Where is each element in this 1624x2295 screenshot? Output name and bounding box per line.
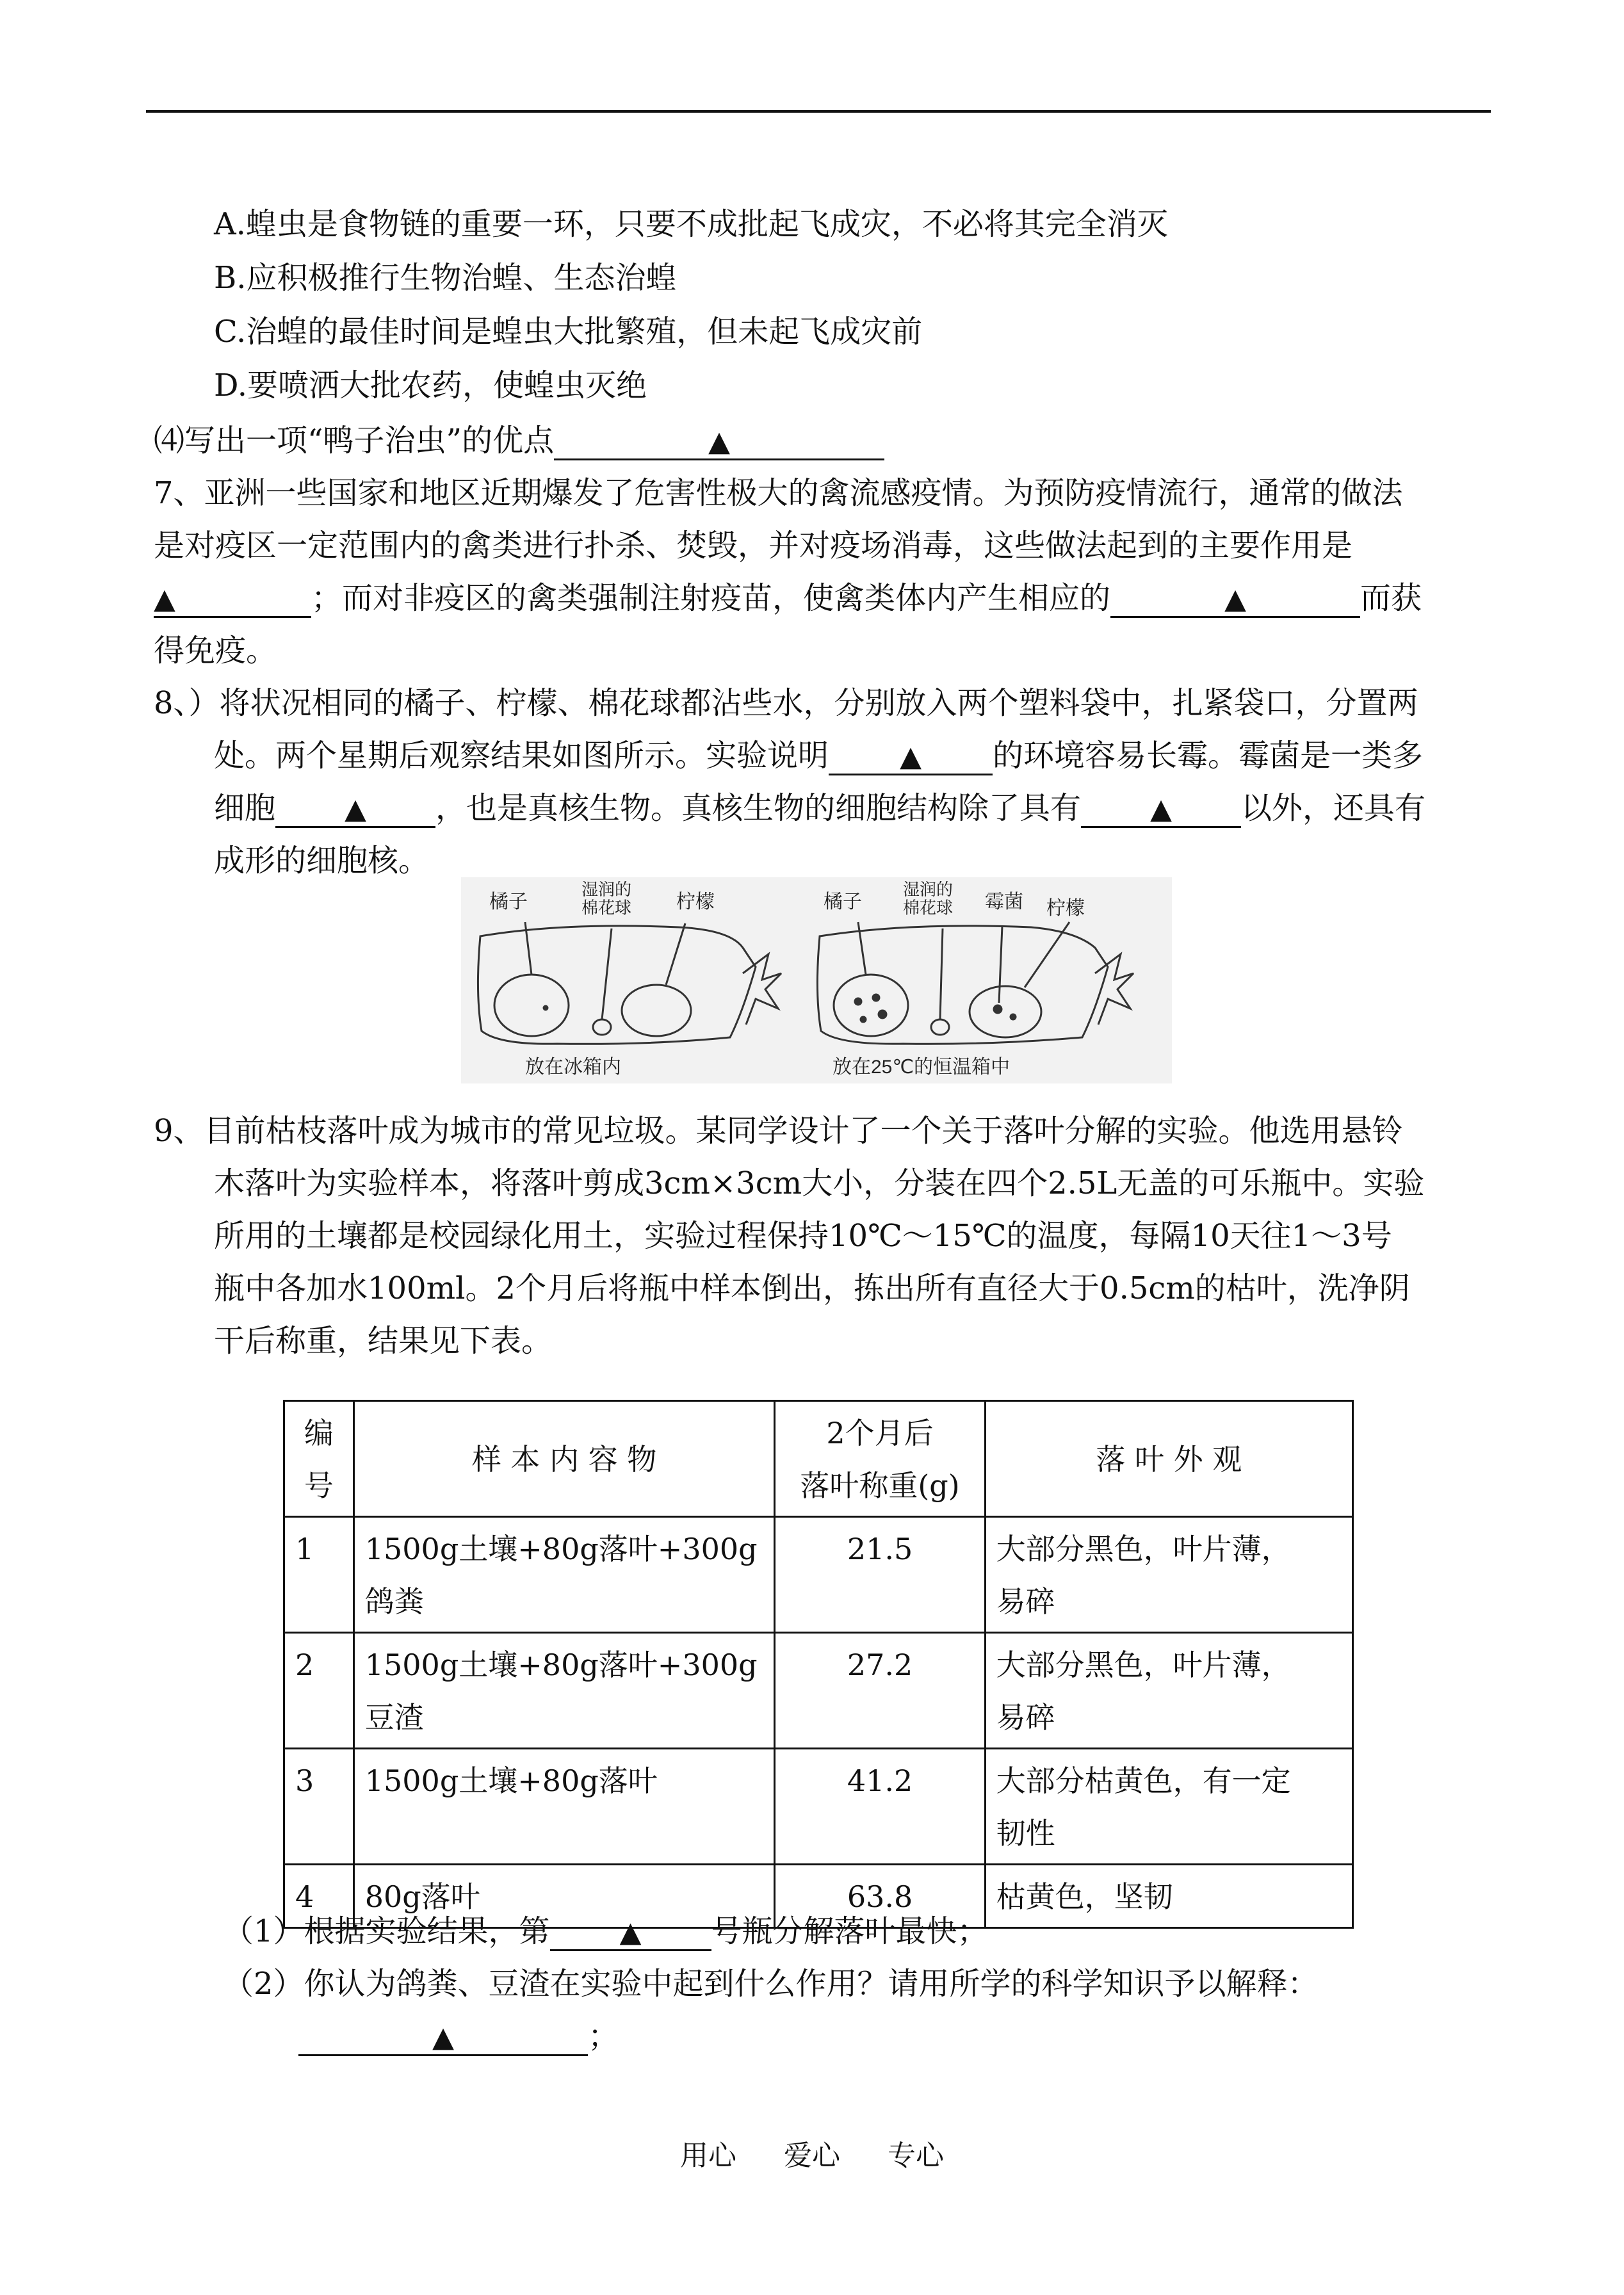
blank-triangle-icon: ▲ [345, 793, 366, 825]
answer-blank[interactable] [154, 580, 311, 618]
answer-blank[interactable] [829, 738, 993, 775]
table-row: 1 1500g土壤+80g落叶+300g 鸽粪 21.5 大部分黑色，叶片薄， 易碎 [284, 1517, 1353, 1633]
question-9-2: （2）你认为鸽粪、豆渣在实验中起到什么作用？请用所学的科学知识予以解释： [223, 1966, 1319, 2002]
question-6-4 [154, 421, 884, 460]
mold-spot [855, 998, 861, 1005]
answer-blank[interactable] [554, 423, 884, 460]
label-cotton-right: 湿润的棉花球 [903, 880, 954, 918]
blank-triangle-icon: ▲ [1150, 793, 1172, 825]
question-9-line-5: 干后称重，结果见下表。 [214, 1323, 553, 1359]
mold-spot [879, 1010, 886, 1018]
caption-right: 放在25℃的恒温箱中 [832, 1057, 1011, 1078]
question-9-line-3: 所用的土壤都是校园绿化用土，实验过程保持10℃～15℃的温度，每隔10天往1～3号 [214, 1218, 1392, 1254]
mold-experiment-figure [461, 877, 1172, 1083]
question-8-line-4: 成形的细胞核。 [214, 843, 430, 879]
header-sample: 样 本 内 容 物 [353, 1401, 775, 1517]
table-row: 4 80g落叶 63.8 枯黄色，坚韧 [284, 1865, 1353, 1928]
question-9-line-2: 木落叶为实验样本，将落叶剪成3cm×3cm大小，分装在四个2.5L无盖的可乐瓶中。实验 [214, 1165, 1425, 1201]
mold-spot [873, 994, 879, 1001]
blank-triangle-icon: ▲ [900, 740, 922, 773]
question-7-line-2: 是对疫区一定范围内的禽类进行扑杀、焚毁，并对疫场消毒，这些做法起到的主要作用是 [154, 528, 1353, 564]
mold-spot [1011, 1014, 1016, 1019]
answer-blank[interactable] [550, 1913, 711, 1951]
header-weight: 2个月后 落叶称重(g) [775, 1401, 985, 1517]
caption-left: 放在冰箱内 [525, 1057, 621, 1078]
header-appearance: 落 叶 外 观 [985, 1401, 1352, 1517]
question-7-line-3: ▲ ；而对非疫区的禽类强制注射疫苗，使禽类体内产生相应的 ▲ 而获 [154, 579, 1422, 618]
answer-blank[interactable] [1081, 790, 1241, 828]
table-header-row [284, 1401, 1353, 1517]
question-8-line-3: 细胞 ▲ ，也是真核生物。真核生物的细胞结构除了具有 ▲ 以外，还具有 [214, 789, 1425, 828]
question-7-line-1: 7、亚洲一些国家和地区近期爆发了危害性极大的禽流感疫情。为预防疫情流行，通常的做法 [154, 475, 1403, 511]
option-c: C.治蝗的最佳时间是蝗虫大批繁殖，但未起飞成灾前 [214, 314, 923, 350]
question-9-1: （1）根据实验结果，第 ▲ 号瓶分解落叶最快； [223, 1912, 988, 1951]
results-table [283, 1400, 1354, 1929]
label-mold-right: 霉菌 [985, 891, 1023, 912]
blank-triangle-icon: ▲ [708, 425, 731, 458]
label-orange-right: 橘子 [824, 891, 862, 912]
table-row: 3 1500g土壤+80g落叶 41.2 大部分枯黄色，有一定 韧性 [284, 1749, 1353, 1865]
mold-spot [994, 1005, 1002, 1013]
header-rule [146, 110, 1491, 113]
question-9-line-1: 9、目前枯枝落叶成为城市的常见垃圾。某同学设计了一个关于落叶分解的实验。他选用悬铃 [154, 1113, 1403, 1149]
label-cotton-left: 湿润的棉花球 [581, 880, 632, 918]
blank-triangle-icon: ▲ [619, 1916, 642, 1949]
option-d: D.要喷洒大批农药，使蝗虫灭绝 [214, 368, 647, 403]
option-b: B.应积极推行生物治蝗、生态治蝗 [214, 260, 677, 296]
answer-blank[interactable] [1110, 580, 1360, 618]
table-row: 2 1500g土壤+80g落叶+300g 豆渣 27.2 大部分黑色，叶片薄， 易碎 [284, 1633, 1353, 1749]
answer-blank[interactable] [275, 790, 435, 828]
question-9-2-answer: ▲ ； [298, 2017, 619, 2056]
blank-triangle-icon: ▲ [432, 2021, 454, 2054]
mold-spot [861, 1017, 866, 1022]
blank-triangle-icon: ▲ [154, 583, 175, 615]
question-6-4-text: ⑷写出一项“鸭子治虫”的优点 [154, 423, 555, 458]
label-lemon-right: 柠檬 [1046, 898, 1085, 919]
label-orange-left: 橘子 [489, 891, 528, 912]
question-8-line-2: 处。两个星期后观察结果如图所示。实验说明 ▲ 的环境容易长霉。霉菌是一类多 [214, 736, 1423, 775]
blank-triangle-icon: ▲ [1224, 583, 1246, 615]
label-lemon-left: 柠檬 [676, 891, 715, 912]
page-footer: 用心 爱心 专心 [680, 2139, 944, 2172]
question-9-line-4: 瓶中各加水100ml。2个月后将瓶中样本倒出，拣出所有直径大于0.5cm的枯叶，洗净阴 [214, 1270, 1410, 1306]
question-8-line-1: 8、）将状况相同的橘子、柠檬、棉花球都沾些水，分别放入两个塑料袋中，扎紧袋口，分置两 [154, 685, 1418, 721]
option-a: A.蝗虫是食物链的重要一环，只要不成批起飞成灾，不必将其完全消灭 [214, 206, 1168, 242]
header-number: 编 号 [284, 1401, 354, 1517]
answer-blank[interactable] [298, 2018, 588, 2056]
question-7-line-4: 得免疫。 [154, 633, 277, 669]
